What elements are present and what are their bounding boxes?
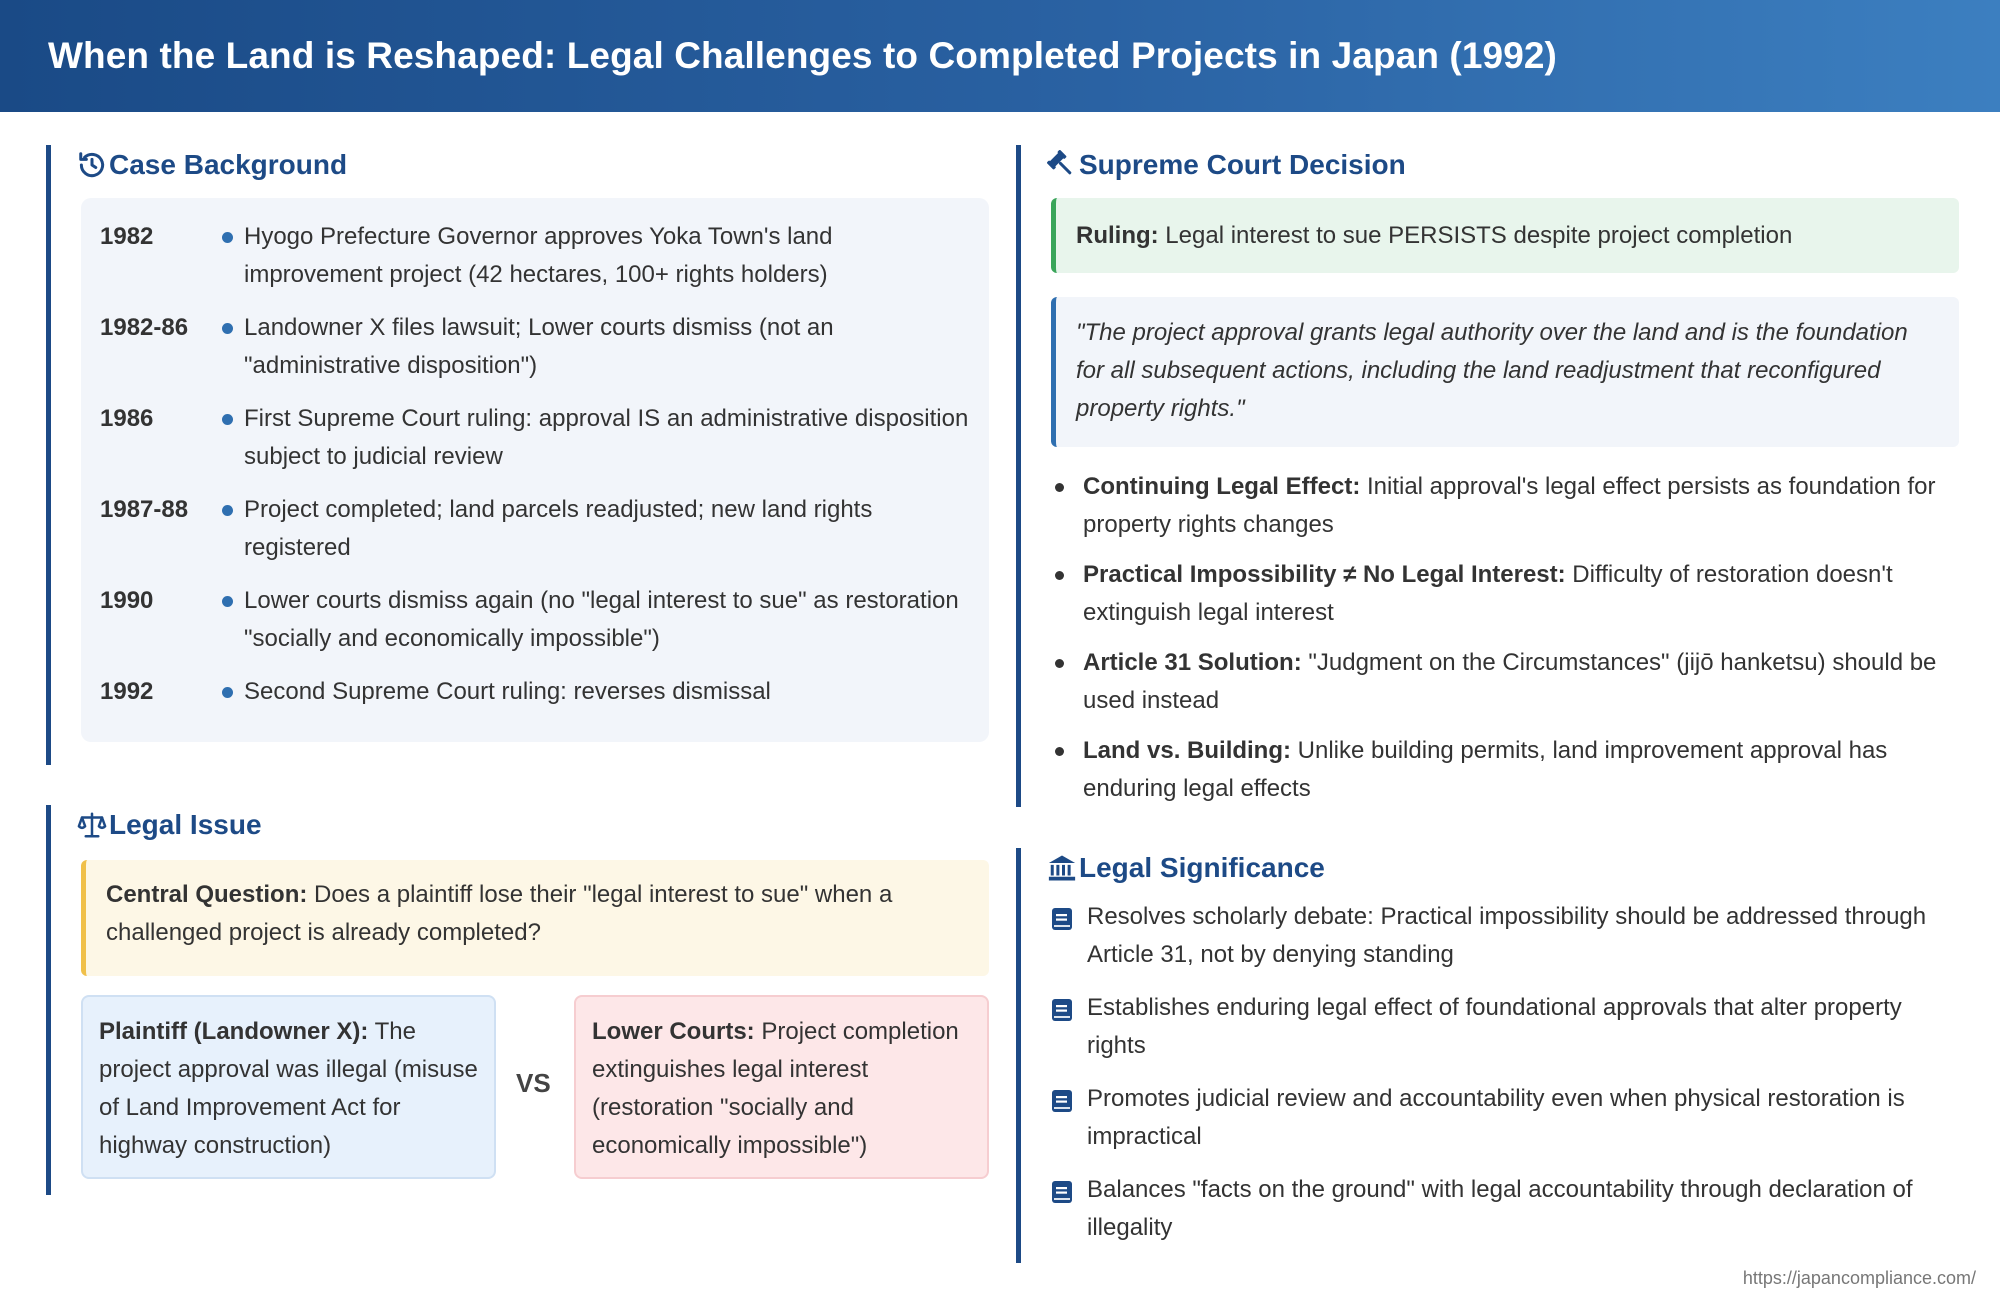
significance-item <box>1051 989 1961 1065</box>
decision-point-text: Unlike building permits, land improvement approval has enduring legal effects <box>1083 737 1888 802</box>
legal-issue-section <box>46 805 986 1195</box>
page-header <box>0 0 2000 112</box>
decision-heading <box>1047 145 1956 185</box>
legal-issue-heading <box>77 805 986 845</box>
ruling-box <box>1051 198 1959 273</box>
timeline-row <box>100 491 971 567</box>
decision-title: Supreme Court Decision <box>1079 149 1406 180</box>
timeline-bullet <box>222 491 244 567</box>
book-icon <box>1051 898 1087 974</box>
ruling-text: Legal interest to sue PERSISTS despite project completion <box>1158 222 1793 249</box>
timeline-year: 1987-88 <box>100 496 189 523</box>
decision-point-label: Practical Impossibility ≠ No Legal Interest: <box>1083 561 1566 588</box>
decision-point-label: Article 31 Solution: <box>1083 649 1302 676</box>
central-question-label: Central Question: <box>106 881 308 908</box>
decision-point <box>1051 644 1959 720</box>
timeline-bullet <box>222 673 244 711</box>
timeline-bullet <box>222 400 244 476</box>
significance-text: Establishes enduring legal effect of foundational approvals that alter property rights <box>1087 994 1902 1059</box>
decision-point-text: Initial approval's legal effect persists as foundation for property rights changes <box>1083 473 1936 538</box>
plaintiff-position-box <box>81 995 496 1179</box>
plaintiff-label: Plaintiff (Landowner X): <box>99 1018 369 1045</box>
significance-text: Balances "facts on the ground" with legal accountability through declaration of illegality <box>1087 1176 1913 1241</box>
case-background-section <box>46 145 986 765</box>
legal-significance-section <box>1016 848 1956 1263</box>
significance-text: Resolves scholarly debate: Practical impossibility should be addressed through Article 31, not by denying standing <box>1087 903 1927 968</box>
timeline-text: First Supreme Court ruling: approval IS an administrative disposition subject to judicial review <box>244 405 969 470</box>
case-background-heading <box>77 145 986 185</box>
timeline-year: 1992 <box>100 678 154 705</box>
timeline-row <box>100 309 971 385</box>
timeline-year: 1986 <box>100 405 154 432</box>
lower-courts-text: Project completion extinguishes legal interest (restoration "socially and economically impossible") <box>592 1018 959 1159</box>
central-question-text: Does a plaintiff lose their "legal interest to sue" when a challenged project is already completed? <box>106 881 893 946</box>
timeline-text: Hyogo Prefecture Governor approves Yoka Town's land improvement project (42 hectares, 100+ rights holders) <box>244 223 833 288</box>
page-title: When the Land is Reshaped: Legal Challenges to Completed Projects in Japan (1992) <box>48 35 1557 76</box>
versus-label: VS <box>516 1068 551 1098</box>
significance-title: Legal Significance <box>1079 852 1325 883</box>
timeline-row <box>100 673 971 711</box>
gavel-icon <box>1047 150 1077 180</box>
significance-heading <box>1047 848 1956 888</box>
timeline-year: 1982-86 <box>100 314 189 341</box>
decision-point-label: Land vs. Building: <box>1083 737 1291 764</box>
decision-point <box>1051 468 1959 544</box>
court-quote: "The project approval grants legal authority over the land and is the foundation for all subsequent actions, including the land readjustment that reconfigured property rights." <box>1051 297 1959 447</box>
significance-item <box>1051 898 1961 974</box>
timeline-year: 1982 <box>100 223 154 250</box>
timeline <box>81 198 989 742</box>
book-icon <box>1051 989 1087 1065</box>
book-icon <box>1051 1080 1087 1156</box>
timeline-bullet <box>222 582 244 658</box>
timeline-text: Project completed; land parcels readjusted; new land rights registered <box>244 496 873 561</box>
timeline-row <box>100 582 971 658</box>
significance-list <box>1051 898 1961 1262</box>
timeline-row <box>100 400 971 476</box>
significance-text: Promotes judicial review and accountability even when physical restoration is impractical <box>1087 1085 1905 1150</box>
decision-point <box>1051 556 1959 632</box>
decision-point-label: Continuing Legal Effect: <box>1083 473 1361 500</box>
timeline-year: 1990 <box>100 587 154 614</box>
plaintiff-text: The project approval was illegal (misuse of Land Improvement Act for highway construction) <box>99 1018 478 1159</box>
timeline-text: Second Supreme Court ruling: reverses dismissal <box>244 678 771 705</box>
significance-item <box>1051 1080 1961 1156</box>
central-question-box <box>81 860 989 976</box>
ruling-label: Ruling: <box>1076 222 1159 249</box>
source-url: https://japancompliance.com/ <box>1742 1268 1976 1288</box>
legal-issue-title: Legal Issue <box>109 809 262 840</box>
decision-point-text: "Judgment on the Circumstances" (jijō hanketsu) should be used instead <box>1083 649 1937 714</box>
decision-point <box>1051 732 1959 808</box>
significance-item <box>1051 1171 1961 1247</box>
supreme-court-decision-section <box>1016 145 1956 807</box>
timeline-text: Landowner X files lawsuit; Lower courts dismiss (not an "administrative disposition") <box>244 314 834 379</box>
timeline-text: Lower courts dismiss again (no "legal interest to sue" as restoration "socially and economically impossible") <box>244 587 959 652</box>
book-icon <box>1051 1171 1087 1247</box>
history-icon <box>77 150 107 180</box>
scale-icon <box>77 810 107 840</box>
lower-courts-position-box <box>574 995 989 1179</box>
case-background-title: Case Background <box>109 149 348 180</box>
timeline-row <box>100 218 971 294</box>
lower-courts-label: Lower Courts: <box>592 1018 755 1045</box>
timeline-bullet <box>222 309 244 385</box>
decision-points-list <box>1051 468 1959 820</box>
decision-point-text: Difficulty of restoration doesn't extinguish legal interest <box>1083 561 1893 626</box>
timeline-bullet <box>222 218 244 294</box>
landmark-icon <box>1047 853 1077 883</box>
